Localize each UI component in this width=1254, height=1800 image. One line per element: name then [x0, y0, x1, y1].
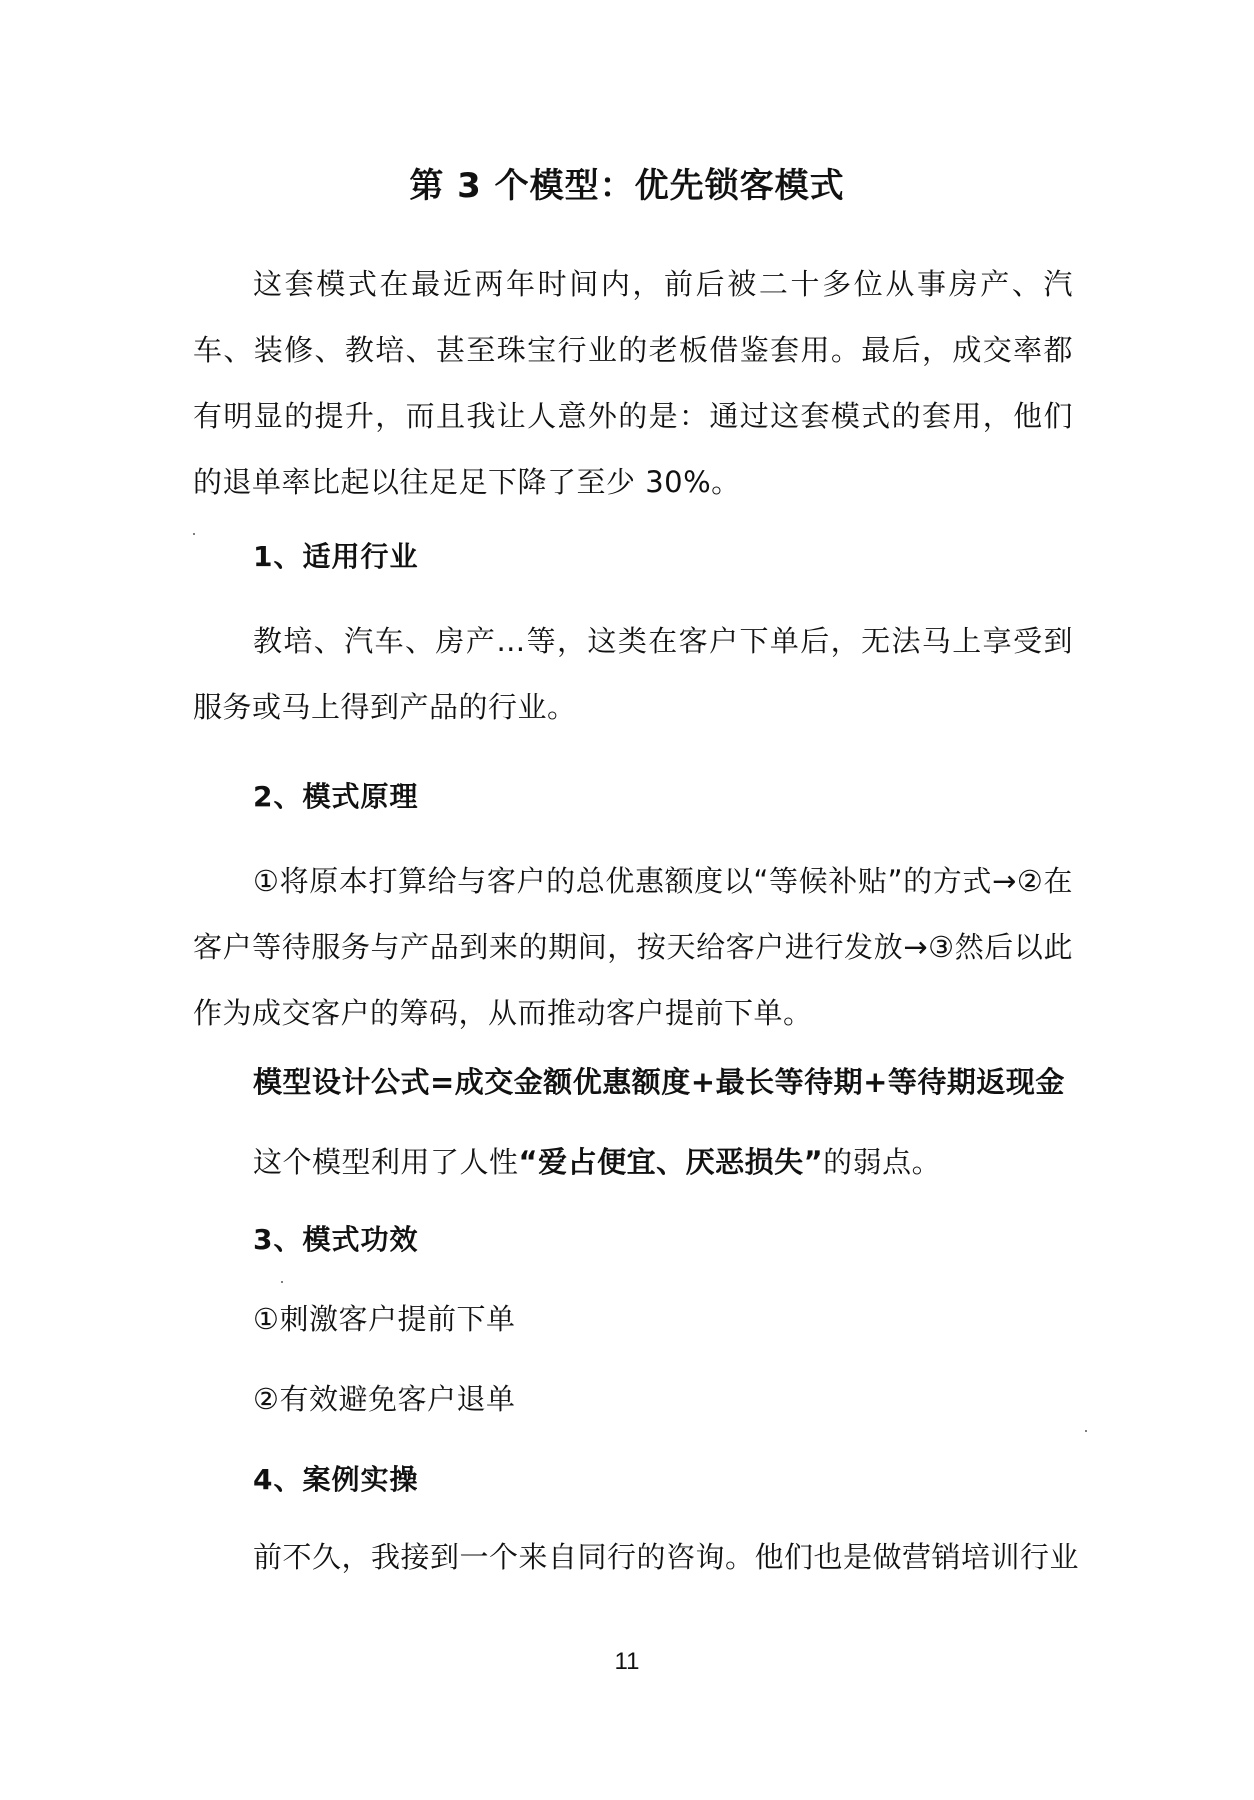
model-formula: 模型设计公式=成交金额优惠额度+最长等待期+等待期返现金: [253, 1065, 1065, 1099]
scan-speck: [281, 1281, 283, 1283]
page-title: 第 3 个模型：优先锁客模式: [409, 166, 845, 206]
section-2-body: ①将原本打算给与客户的总优惠额度以“等候补贴”的方式→②在客户等待服务与产品到来的期间，按天给客户进行发放→③然后以此作为成交客户的筹码，从而推动客户提前下单。: [193, 864, 1073, 1030]
scan-speck: [1085, 1430, 1087, 1432]
section-1-body: 教培、汽车、房产…等，这类在客户下单后，无法马上享受到服务或马上得到产品的行业。: [193, 624, 1073, 724]
scan-speck: [193, 533, 195, 535]
weakness-suffix: 的弱点。: [823, 1145, 942, 1179]
section-4-body: 前不久，我接到一个来自同行的咨询。他们也是做营销培训行业: [253, 1540, 1080, 1574]
section-1-heading: 1、适用行业: [253, 540, 419, 573]
section-4-heading: 4、案例实操: [253, 1463, 419, 1496]
intro-paragraph: 这套模式在最近两年时间内，前后被二十多位从事房产、汽车、装修、教培、甚至珠宝行业的老板借鉴套用。最后，成交率都有明显的提升，而且我让人意外的是：通过这套模式的套用，他们的退单率比起以往足足下降了至少 30%。: [193, 267, 1073, 499]
section-2-heading: 2、模式原理: [253, 780, 419, 813]
page-number: 11: [614, 1648, 640, 1675]
weakness-emphasis: “爱占便宜、厌恶损失”: [518, 1145, 824, 1179]
effect-item-1: ①刺激客户提前下单: [253, 1302, 516, 1336]
weakness-line: [253, 1140, 941, 1181]
weakness-prefix: 这个模型利用了人性: [253, 1145, 519, 1179]
effect-item-2: ②有效避免客户退单: [253, 1382, 516, 1416]
section-3-heading: 3、模式功效: [253, 1223, 419, 1256]
